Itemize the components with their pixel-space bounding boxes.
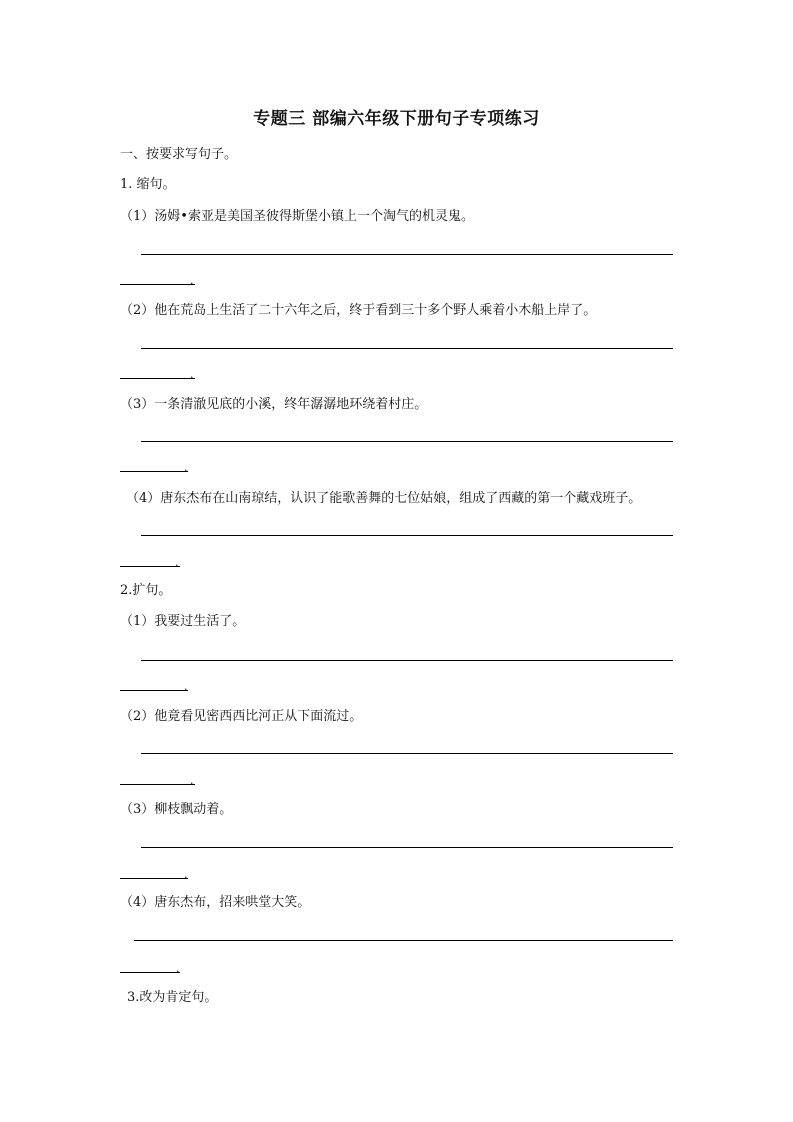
q2-end-mark-1: .	[184, 680, 188, 693]
q2-end-mark-4: .	[176, 962, 180, 975]
q1-answer-tail-4[interactable]	[120, 548, 180, 567]
q2-item-2: （2）他竟看见密西西比河正从下面流过。	[120, 709, 363, 724]
q1-answer-line-2[interactable]	[141, 348, 673, 349]
q1-end-mark-4: .	[175, 556, 179, 569]
q1-answer-line-1[interactable]	[141, 254, 673, 255]
q1-end-mark-2: .	[190, 368, 194, 381]
q1-end-mark-3: .	[184, 461, 188, 474]
section-heading-one: 一、按要求写句子。	[120, 147, 238, 162]
q2-answer-tail-3[interactable]	[120, 860, 188, 879]
q2-item-4: （4）唐东杰布，招来哄堂大笑。	[120, 895, 311, 910]
q1-item-4: （4）唐东杰布在山南琼结，认识了能歌善舞的七位姑娘，组成了西藏的第一个藏戏班子。	[126, 491, 642, 506]
q2-answer-line-1[interactable]	[141, 660, 673, 661]
q2-answer-tail-2[interactable]	[120, 766, 195, 785]
q1-item-2: （2）他在荒岛上生活了二十六年之后，终于看到三十多个野人乘着小木船上岸了。	[120, 303, 597, 318]
q1-answer-tail-1[interactable]	[120, 266, 195, 285]
q2-item-1: （1）我要过生活了。	[120, 614, 246, 629]
q1-answer-tail-3[interactable]	[120, 453, 188, 472]
q1-item-1: （1）汤姆•索亚是美国圣彼得斯堡小镇上一个淘气的机灵鬼。	[120, 209, 474, 224]
question-1-heading: 1. 缩句。	[120, 177, 176, 192]
q1-answer-line-3[interactable]	[141, 441, 673, 442]
q2-end-mark-3: .	[184, 868, 188, 881]
q1-answer-line-4[interactable]	[141, 535, 673, 536]
q2-answer-tail-4[interactable]	[120, 954, 180, 973]
q2-answer-line-3[interactable]	[141, 847, 673, 848]
q1-end-mark-1: .	[190, 274, 194, 287]
q2-answer-line-2[interactable]	[141, 753, 673, 754]
q1-item-3: （3）一条清澈见底的小溪，终年潺潺地环绕着村庄。	[120, 397, 428, 412]
q2-answer-line-4[interactable]	[134, 940, 673, 941]
question-3-heading: 3.改为肯定句。	[127, 990, 218, 1005]
q2-item-3: （3）柳枝飘动着。	[120, 802, 233, 817]
page-title: 专题三 部编六年级下册句子专项练习	[253, 109, 540, 129]
q2-end-mark-2: .	[190, 774, 194, 787]
q2-answer-tail-1[interactable]	[120, 672, 188, 691]
q1-answer-tail-2[interactable]	[120, 360, 195, 379]
question-2-heading: 2.扩句。	[120, 583, 172, 598]
